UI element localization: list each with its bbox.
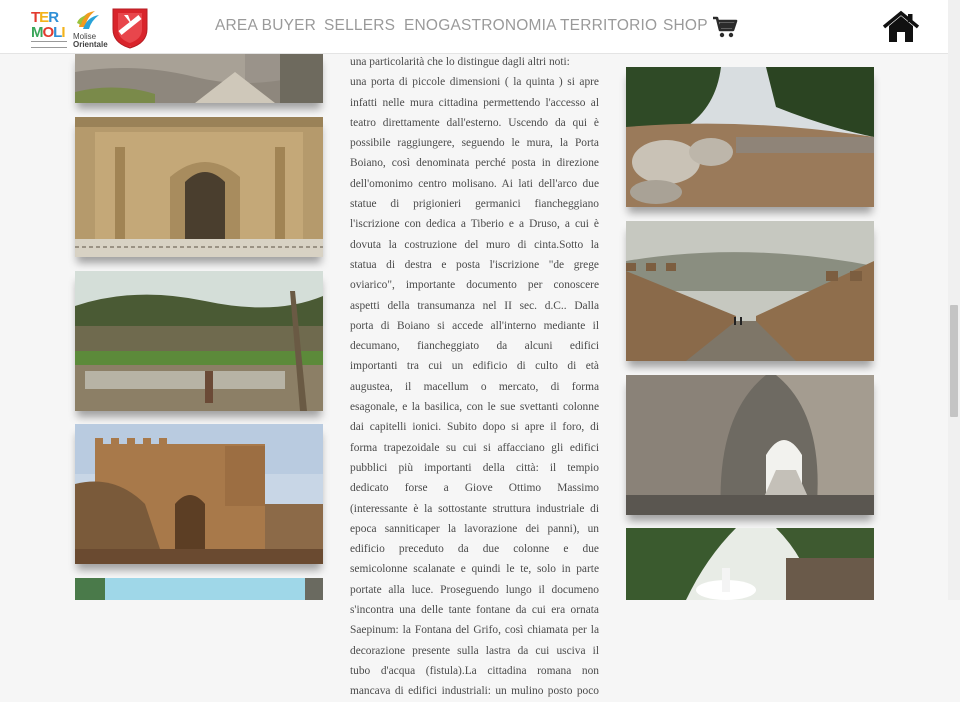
article-line: aspetti della transumanza nel II sec. d.C.. Dalla (350, 299, 599, 312)
article-line: infatti nelle mura cittadina permettendo l'accesso al (350, 96, 599, 109)
article-line: teatro direttamente dall'esterno. Uscendo da qui è (350, 116, 599, 129)
shopping-cart-icon[interactable] (712, 15, 738, 44)
termoli-logo-subline (31, 41, 67, 48)
photo-fountain-garden (626, 528, 874, 600)
article-line: (interessante è la sottostante struttura industriale di (350, 502, 599, 515)
molise-logo-line2: Orientale (73, 40, 108, 49)
article-line: oviarico", importante documento per conoscere (350, 279, 599, 292)
nav-item-shop[interactable]: SHOP (663, 17, 708, 34)
article-line: dedicato forse a Giove Ottimo Massimo (350, 482, 599, 495)
article-line: dell'omonimo centro molisano. Ai lati dell'arco due (350, 177, 599, 190)
photo-great-wall (626, 221, 874, 361)
article-line: edificio preceduto da due colonne e due (350, 543, 599, 556)
article-line: portate alla luce. Proseguendo lungo il documeno (350, 583, 599, 596)
article-line: semicolonne scalanate e quindi le te, solo in parte (350, 563, 599, 576)
regione-molise-logo[interactable] (110, 7, 150, 54)
article-line: porta di Boiano si accede all'interno mediante il (350, 319, 599, 332)
termoli-logo-r: R (48, 9, 59, 26)
termoli-logo-t: T (31, 9, 40, 26)
article-line: una particolarità che lo distingue dagli altri noti: (350, 56, 570, 68)
regione-molise-shield-icon (110, 7, 150, 49)
termoli-logo-o: O (42, 24, 54, 41)
photo-excavation-landscape (75, 271, 323, 411)
molise-orientale-mark-icon (75, 7, 101, 33)
photo-stone-tunnel (626, 375, 874, 515)
article-line: l'iscrizione con dedica a Tiberio e a Druso, a cui è (350, 218, 599, 231)
article-line: esagonale, e la basilica, con le sue svettanti colonne (350, 401, 599, 414)
molise-logo-line1: Molise (73, 32, 97, 41)
article-line: importanti tra cui un edificio di culto di età (350, 360, 599, 373)
article-line: mancava di edifici industriali: un mulino posto poco (350, 685, 599, 698)
nav-item-territorio[interactable]: TERRITORIO (560, 17, 658, 34)
termoli-logo-m: M (31, 24, 43, 41)
termoli-logo-l: L (53, 24, 62, 41)
termoli-logo-line2 (31, 25, 65, 40)
article-line: statua di destra e posta l'iscrizione "de grege (350, 258, 599, 271)
article-body (350, 52, 599, 698)
article-line: pubblici più importanti della città: il tempio (350, 461, 599, 474)
site-header (0, 0, 948, 54)
article-line: s'incontra una delle tante fontane da cui era ornata (350, 604, 599, 617)
termoli-logo[interactable] (30, 7, 68, 49)
article-line: tubo d'acqua (fistula).La cittadina romana non (350, 664, 599, 677)
nav-item-area-buyer[interactable]: AREA BUYER (215, 17, 317, 34)
termoli-logo-line1 (31, 10, 58, 25)
article-line: augustea, il macellum o mercato, di forma (350, 380, 599, 393)
scrollbar-thumb[interactable] (950, 305, 958, 417)
molise-orientale-logo[interactable] (71, 7, 108, 49)
article-line: una porta di piccole dimensioni ( la quinta ) si apre (350, 76, 599, 89)
photo-ruins-path (75, 52, 323, 103)
article-line: decumano, fiancheggiato da alcuni edifici (350, 340, 599, 353)
nav-item-enogastronomia[interactable]: ENOGASTRONOMIA (404, 17, 557, 34)
article-line: statue di prigionieri germanici fiancheggiano (350, 198, 599, 211)
article-line: possibile raggiungere, seguendo le mura, la Porta (350, 137, 599, 150)
article-line: Saepinum: la Fontana del Grifo, così chiamata per la (350, 624, 599, 637)
page-scrollbar[interactable] (948, 0, 960, 600)
termoli-logo-i: I (61, 24, 65, 41)
svg-text:.: . (129, 43, 131, 48)
photo-castle-walls (75, 424, 323, 564)
nav-item-sellers[interactable]: SELLERS (324, 17, 396, 34)
article-line: epoca sanniticaper la lavorazione dei panni), un (350, 522, 599, 535)
article-line: Boiano, così denominata perché posta in direzione (350, 157, 599, 170)
article-line: decorazione presente sulla lastra da cui usciva il (350, 644, 599, 657)
article-line: dovuta la costruzione del muro di cinta.Sotto la (350, 238, 599, 251)
photo-rocky-hillside (626, 67, 874, 207)
article-line: forma trapezoidale su cui si affacciano gli edifici (350, 441, 599, 454)
termoli-logo-e: E (39, 9, 49, 26)
photo-partial-bottom-left (75, 578, 323, 600)
home-icon[interactable] (882, 10, 920, 49)
photo-romanesque-portal (75, 117, 323, 257)
article-line: dai capitelli ionici. Subito dopo si apre il foro, di (350, 421, 599, 434)
